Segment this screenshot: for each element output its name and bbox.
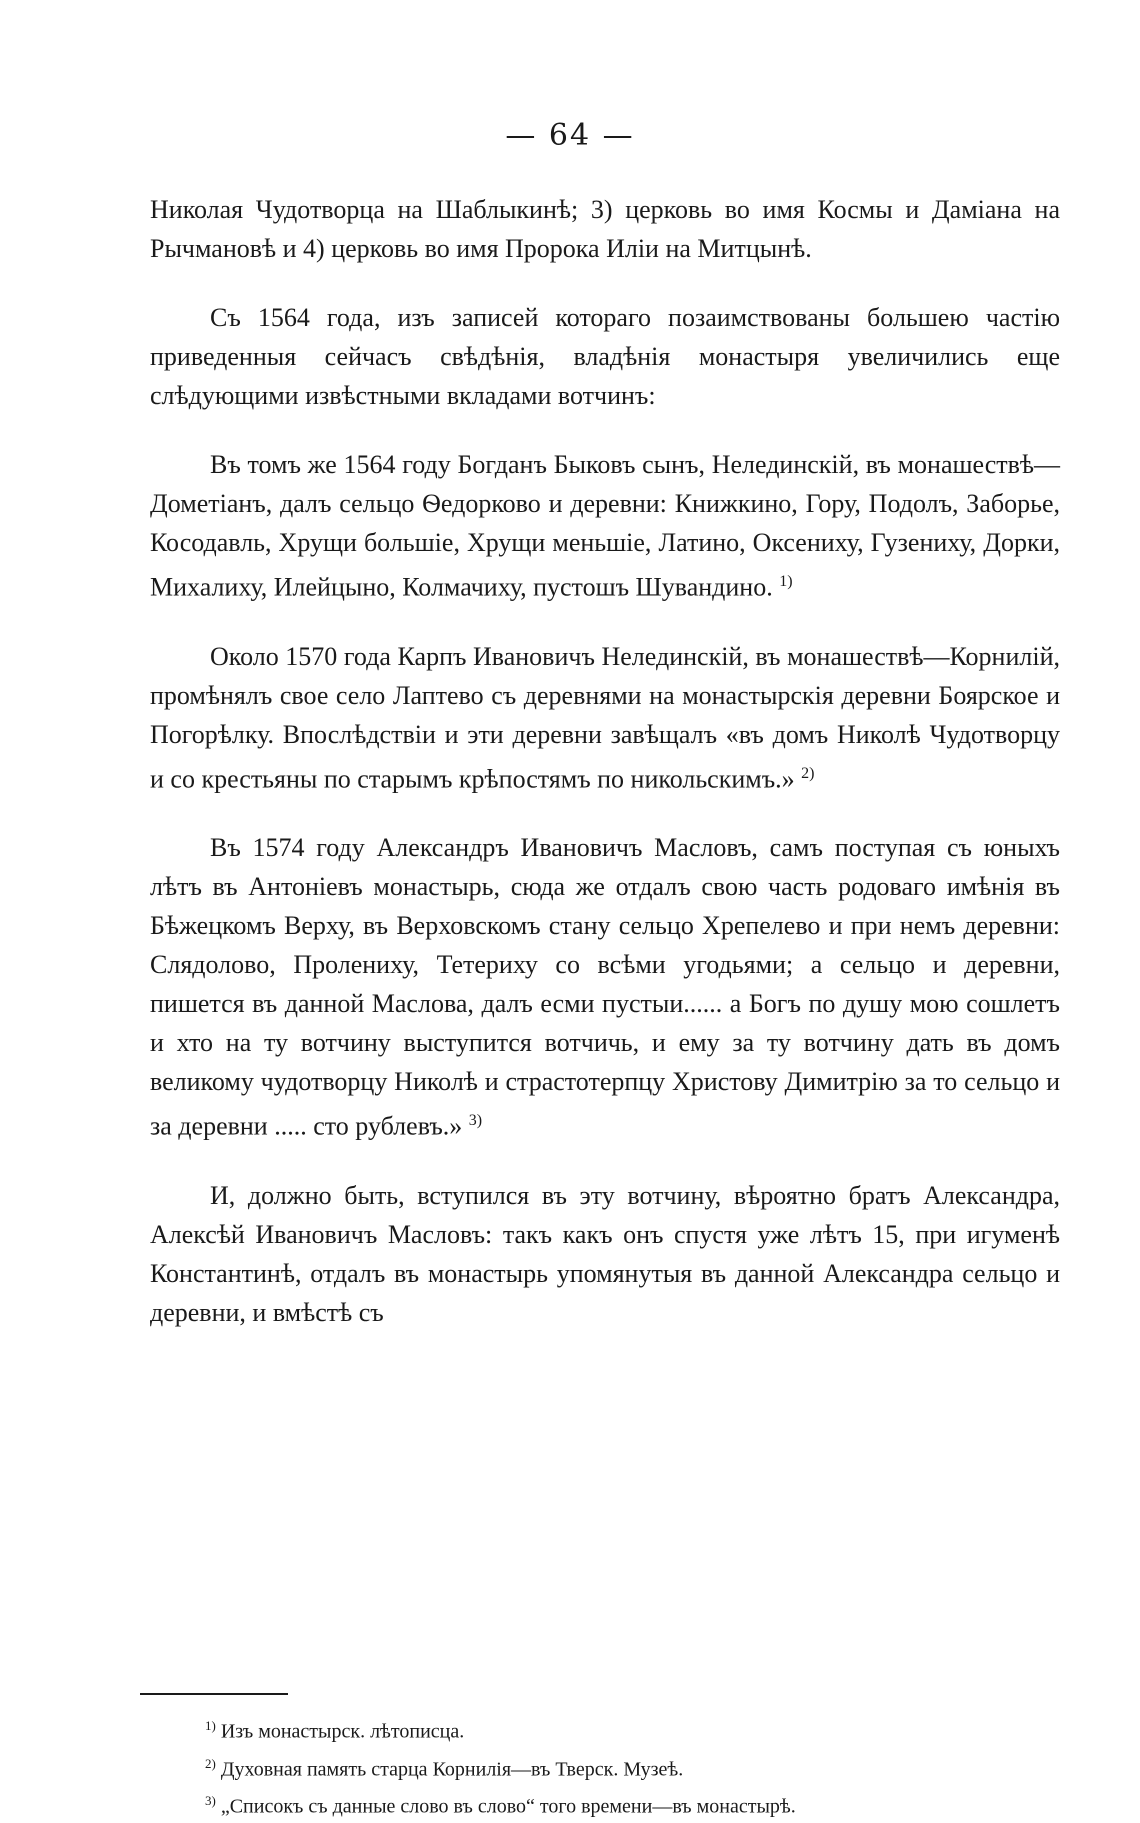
paragraph: И, должно быть, вступился въ эту вотчину, вѣроятно братъ Александра, Алексѣй Ивановичъ Масловъ: такъ какъ онъ спустя уже лѣтъ 15, при игуменѣ Константинѣ, отдалъ въ монастырь упомянутыя въ данной Александра сельцо и деревни, и вмѣстѣ съ [150, 1180, 1060, 1327]
paragraph: Въ томъ же 1564 году Богданъ Быковъ сынъ, Нелединскій, въ монашествѣ—Дометіанъ, далъ сельцо Ѳедорково и деревни: Книжкино, Гору, Подолъ, Заборье, Косодавль, Хрущи большіе, Хрущи меньшіе, Латино, Оксениху, Гузениху, Дорки, Михалиху, Илейцыно, Колмачиху, пустошъ Шувандино. $^{1)}$ [150, 450, 1060, 602]
paragraph: Въ 1574 году Александръ Ивановичъ Масловъ, самъ поступая съ юныхъ лѣтъ въ Антоніевъ монастырь, сюда же отдалъ свою часть родоваго имѣнія въ Бѣжецкомъ Верху, въ Верховскомъ стану сельцо Хрепелево и при немъ деревни: Слядолово, Пролениху, Тетериху со всѣми угодьями; а сельцо и деревни, пишется въ данной Маслова, далъ есми пустыи...... а Богъ по душу мою сошлетъ и хто на ту вотчину выступится вотчичь, и ему за ту вотчину дать въ домъ великому чудотворцу Николѣ и страстотерпцу Христову Димитрію за то сельцо и за деревни ..... сто рублевъ.» $^{3)}$ [150, 833, 1060, 1141]
footnote-ref: 1) [779, 573, 793, 590]
page-number: — 64 — [505, 118, 635, 153]
footnotes [205, 1710, 1025, 1823]
footnote: $^{2)}$ Духовная память старца Корнилія—въ Тверск. Музеѣ. [205, 1755, 684, 1781]
footnote: $^{3)}$ „Списокъ съ данные слово въ слово“ того времени—въ монастырѣ. [205, 1793, 796, 1818]
paragraph: Около 1570 года Карпъ Ивановичъ Нелединскій, въ монашествѣ—Корнилій, промѣнялъ свое село Лаптево съ деревнями на монастырскія деревни Боярское и Погорѣлку. Впослѣдствіи и эти деревни завѣщалъ «въ домъ Николѣ Чудотворцу и со крестьяны по старымъ крѣпостямъ по никольскимъ.» $^{2)}$ [150, 641, 1060, 794]
footnote-ref: 3) [468, 1112, 483, 1130]
main-text [150, 190, 1060, 1362]
footnote-ref: 2) [801, 764, 815, 782]
footnote: $^{1)}$ Изъ монастырск. лѣтописца. [205, 1718, 465, 1743]
footnote-divider [140, 1693, 288, 1695]
paragraph: Съ 1564 года, изъ записей котораго позаимствованы большею частію приведенныя сейчасъ свѣдѣнія, владѣнія монастыря увеличились еще слѣдующими извѣстными вкладами вотчинъ: [150, 303, 1060, 410]
paragraph-continuation: Николая Чудотворца на Шаблыкинѣ; 3) церковь во имя Космы и Даміана на Рычмановѣ и 4) церковь во имя Пророка Иліи на Митцынѣ. [150, 195, 1060, 263]
